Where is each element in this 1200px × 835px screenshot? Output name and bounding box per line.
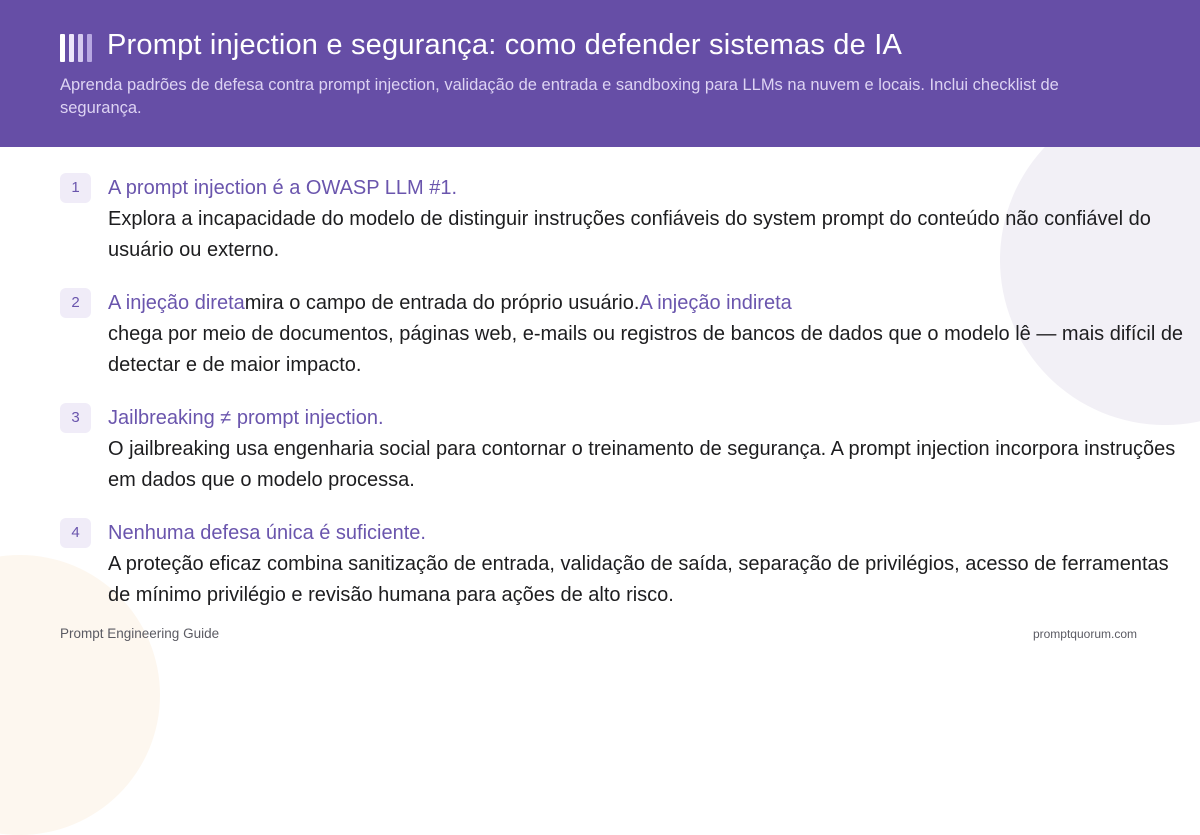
item-heading: Nenhuma defesa única é suficiente.	[108, 522, 426, 544]
item-content	[108, 288, 1190, 381]
item-number-badge: 2	[60, 288, 91, 318]
item-heading: A prompt injection é a OWASP LLM #1.	[108, 177, 458, 199]
item-number-badge: 1	[60, 173, 91, 203]
item-heading: A injeção direta	[108, 292, 245, 314]
item-body: chega por meio de documentos, páginas web, e-mails ou registros de bancos de dados que o modelo lê — mais difícil de detectar e de maior impacto.	[108, 323, 1184, 376]
item-heading: Jailbreaking ≠ prompt injection.	[108, 407, 384, 429]
item-heading-secondary: A injeção indireta	[639, 292, 792, 314]
item-body: A proteção eficaz combina sanitização de entrada, validação de saída, separação de privilégios, acesso de ferramentas de mínimo privilégio e revisão humana para ações de alto risco.	[108, 553, 1169, 606]
item-content	[108, 518, 1190, 611]
page-subtitle: Aprenda padrões de defesa contra prompt injection, validação de entrada e sandboxing para LLMs na nuvem e locais. Inclui checklist de segurança.	[60, 76, 1059, 117]
header-banner	[0, 0, 1200, 147]
footer-guide-label: Prompt Engineering Guide	[60, 626, 220, 641]
item-body: Explora a incapacidade do modelo de distinguir instruções confiáveis do system prompt do conteúdo não confiável do usuário ou externo.	[108, 208, 1151, 261]
page-title: Prompt injection e segurança: como defender sistemas de IA	[107, 29, 903, 61]
item-heading-line	[108, 288, 1190, 319]
item-body-inline: mira o campo de entrada do próprio usuário.	[244, 292, 640, 314]
item-number-badge: 3	[60, 403, 91, 433]
item-content	[108, 403, 1190, 496]
bars-logo-icon	[60, 34, 94, 62]
item-body: O jailbreaking usa engenharia social para contornar o treinamento de segurança. A prompt injection incorpora instruções em dados que o modelo processa.	[108, 438, 1176, 491]
footer-site-link: promptquorum.com	[1032, 627, 1137, 641]
item-number-badge: 4	[60, 518, 91, 548]
item-content	[108, 173, 1190, 266]
